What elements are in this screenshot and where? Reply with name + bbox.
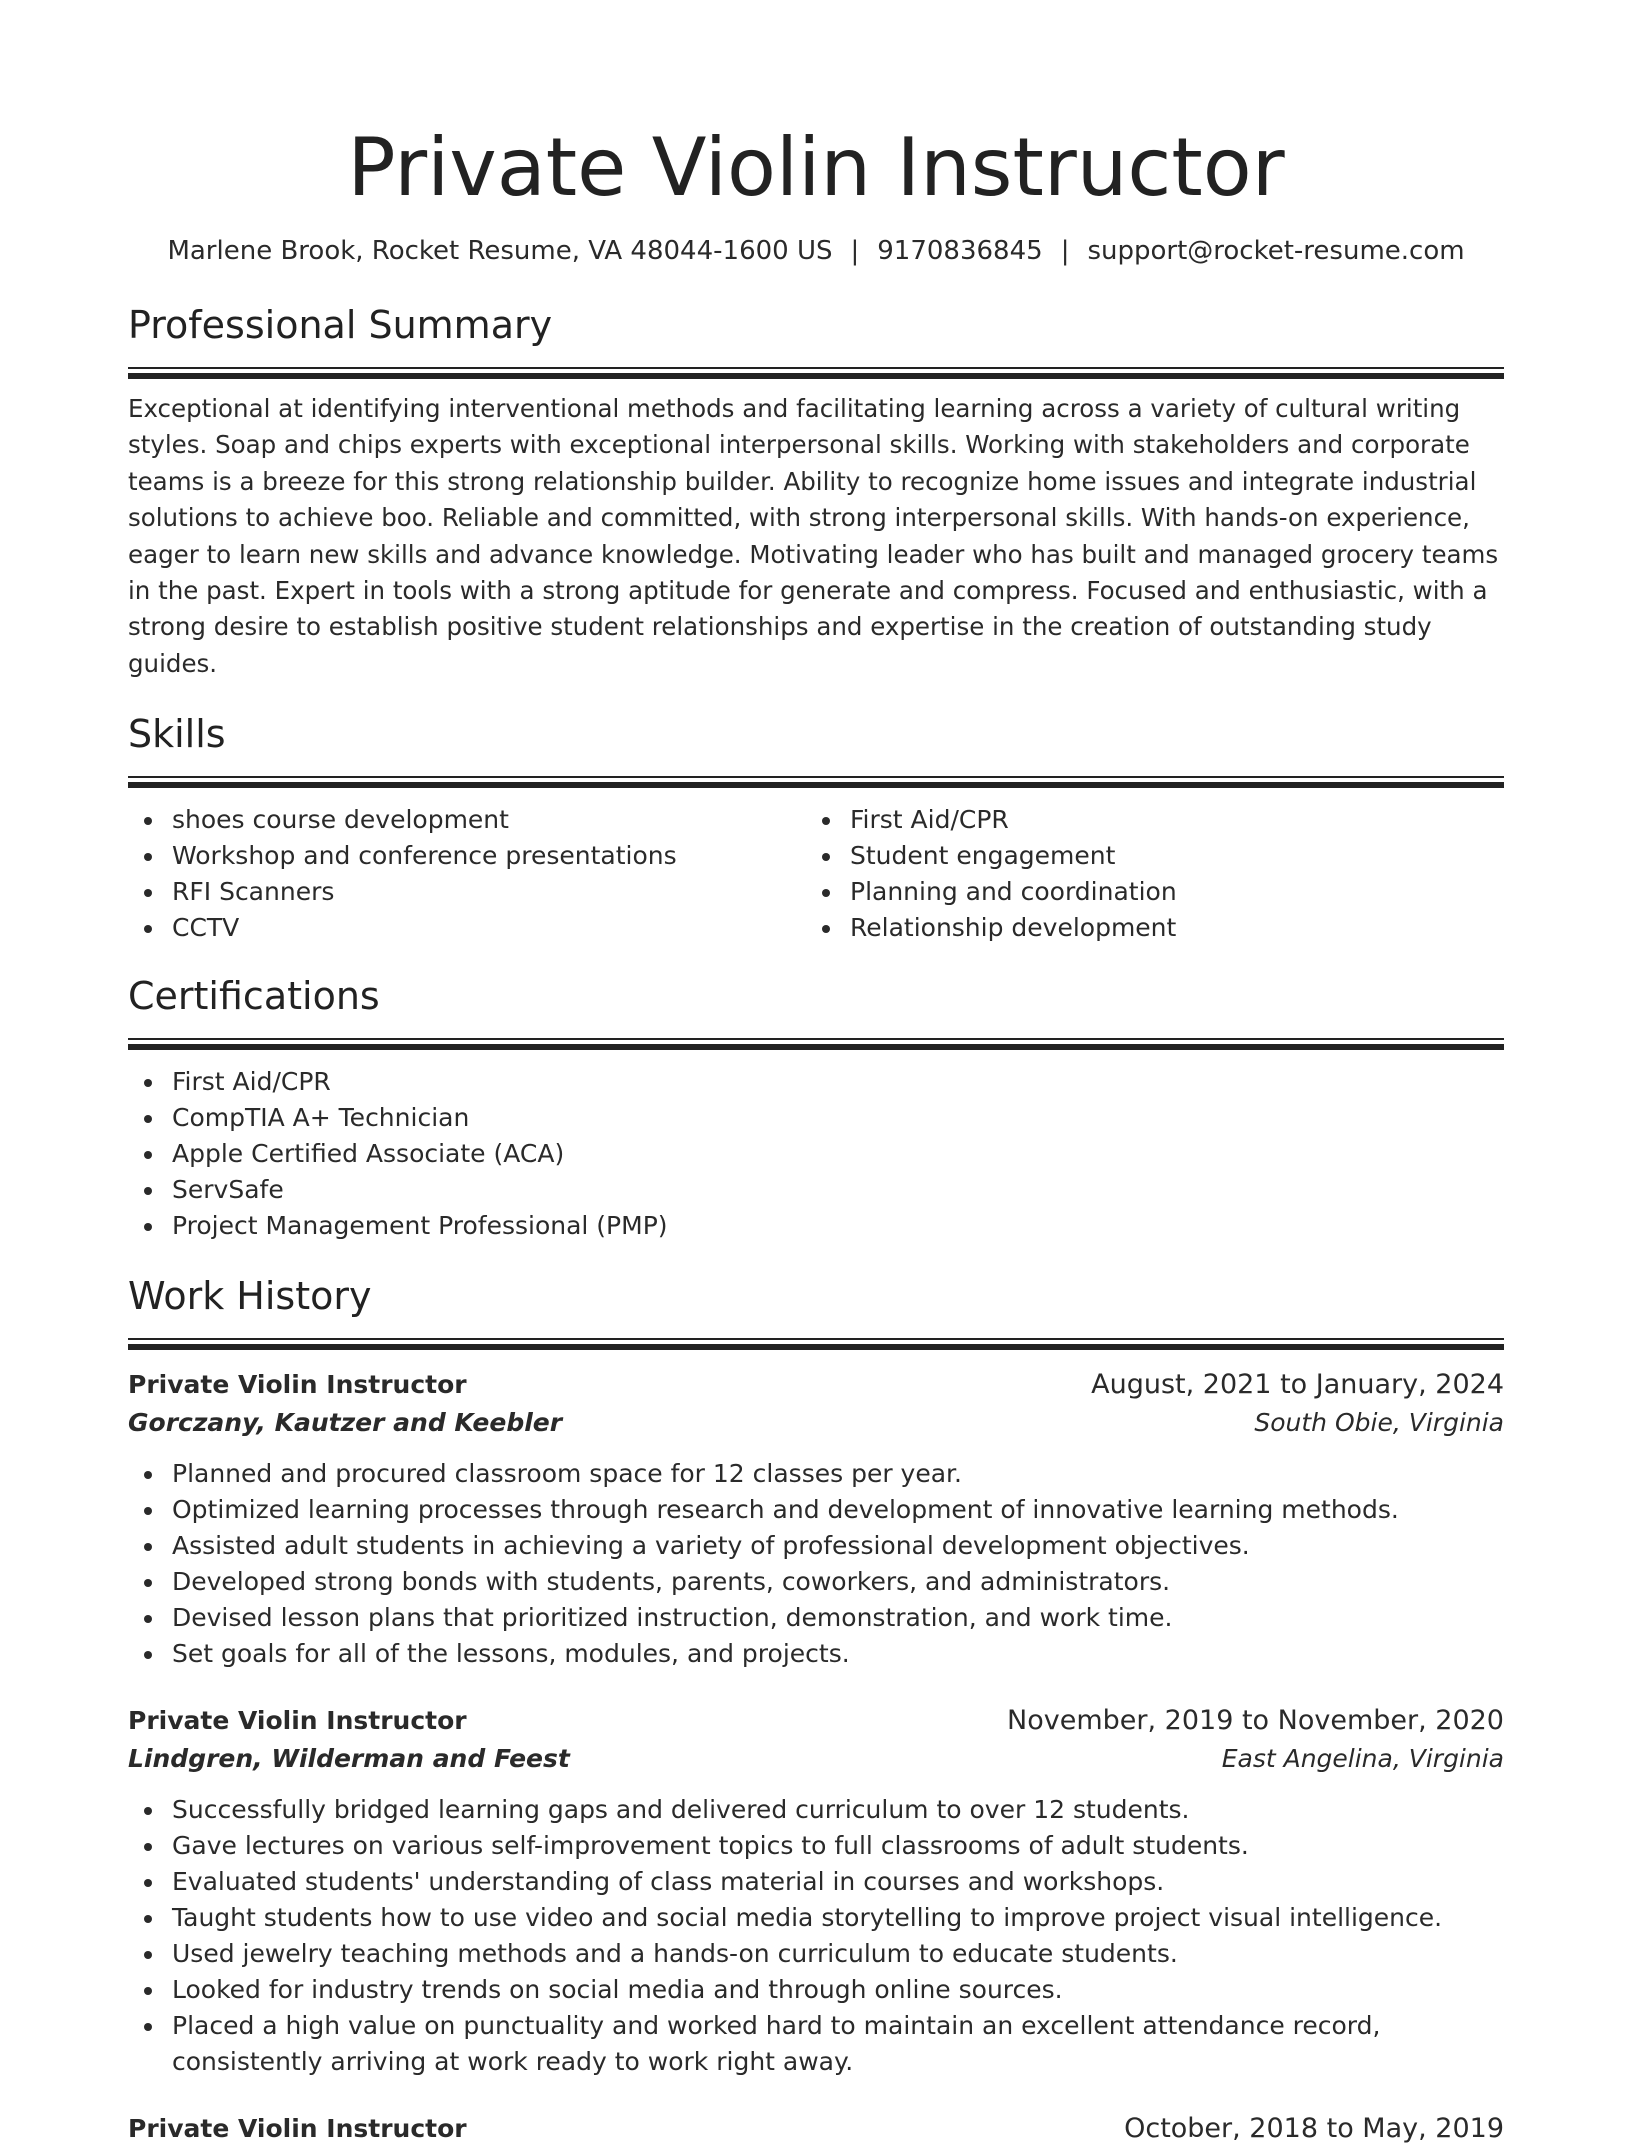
- job-location: East Angelina, Virginia: [1221, 1744, 1504, 1774]
- skills-column-left: [128, 802, 806, 946]
- summary-section: [128, 301, 1504, 682]
- list-item: Placed a high value on punctuality and worked hard to maintain an excellent attendance record, consistently arriving at work ready to work right away.: [172, 2008, 1504, 2080]
- job-location: South Obie, Virginia: [1254, 1408, 1504, 1438]
- job-entry: [128, 1366, 1504, 1672]
- job-company: Gorczany, Kautzer and Keebler: [128, 1408, 563, 1438]
- list-item: CCTV: [172, 910, 806, 946]
- contact-phone: 9170836845: [877, 236, 1043, 266]
- job-dates: November, 2019 to November, 2020: [1007, 1705, 1504, 1737]
- certifications-heading: Certifications: [128, 974, 380, 1019]
- job-entry: [128, 2110, 1504, 2148]
- list-item: RFI Scanners: [172, 874, 806, 910]
- list-item: Gave lectures on various self-improvement topics to full classrooms of adult students.: [172, 1828, 1504, 1864]
- section-divider: [128, 367, 1504, 379]
- list-item: shoes course development: [172, 802, 806, 838]
- section-divider: [128, 1338, 1504, 1350]
- contact-line: [128, 234, 1504, 268]
- list-item: First Aid/CPR: [850, 802, 1484, 838]
- list-item: Taught students how to use video and social media storytelling to improve project visual intelligence.: [172, 1900, 1504, 1936]
- contact-separator: |: [1060, 236, 1070, 266]
- job-header: [128, 1366, 1504, 1404]
- skills-list-left: [128, 802, 806, 946]
- section-divider: [128, 1038, 1504, 1050]
- list-item: Devised lesson plans that prioritized instruction, demonstration, and work time.: [172, 1600, 1504, 1636]
- list-item: Set goals for all of the lessons, modules, and projects.: [172, 1636, 1504, 1672]
- section-divider: [128, 776, 1504, 788]
- job-title: Private Violin Instructor: [128, 2114, 467, 2144]
- contact-email: support@rocket-resume.com: [1087, 236, 1465, 266]
- summary-text: Exceptional at identifying interventional methods and facilitating learning across a variety of cultural writing styles. Soap and chips experts with exceptional interpersonal skills. Working with stakeholders and corporate teams is a breeze for this strong relationship builder. Ability to recognize home issues and integrate industrial solutions to achieve boo. Reliable and committed, with strong interpersonal skills. With hands-on experience, eager to learn new skills and advance knowledge. Motivating leader who has built and managed grocery teams in the past. Expert in tools with a strong aptitude for generate and compress. Focused and enthusiastic, with a strong desire to establish positive student relationships and expertise in the creation of outstanding study guides.: [128, 394, 1499, 678]
- job-header: [128, 2110, 1504, 2148]
- list-item: Optimized learning processes through research and development of innovative learning methods.: [172, 1492, 1504, 1528]
- list-item: Apple Certified Associate (ACA): [172, 1136, 1504, 1172]
- list-item: Developed strong bonds with students, parents, coworkers, and administrators.: [172, 1564, 1504, 1600]
- job-subheader: [128, 1404, 1504, 1442]
- skills-columns: [128, 802, 1504, 946]
- resume-page: [128, 0, 1504, 2148]
- job-subheader: [128, 1740, 1504, 1778]
- contact-separator: |: [850, 236, 860, 266]
- job-header: [128, 1702, 1504, 1740]
- list-item: Planned and procured classroom space for 12 classes per year.: [172, 1456, 1504, 1492]
- list-item: Looked for industry trends on social media and through online sources.: [172, 1972, 1504, 2008]
- certifications-list: [128, 1064, 1504, 1244]
- list-item: Used jewelry teaching methods and a hands-on curriculum to educate students.: [172, 1936, 1504, 1972]
- work-history-section: [128, 1272, 1504, 2148]
- list-item: Relationship development: [850, 910, 1484, 946]
- job-entry: [128, 1702, 1504, 2080]
- job-title: Private Violin Instructor: [128, 1706, 467, 1736]
- job-company: Lindgren, Wilderman and Feest: [128, 1744, 570, 1774]
- list-item: Planning and coordination: [850, 874, 1484, 910]
- list-item: Evaluated students' understanding of class material in courses and workshops.: [172, 1864, 1504, 1900]
- contact-address: Marlene Brook, Rocket Resume, VA 48044-1600 US: [167, 236, 833, 266]
- list-item: Project Management Professional (PMP): [172, 1208, 1504, 1244]
- work-history-heading: Work History: [128, 1274, 372, 1319]
- skills-heading: Skills: [128, 712, 226, 757]
- list-item: First Aid/CPR: [172, 1064, 1504, 1100]
- list-item: Workshop and conference presentations: [172, 838, 806, 874]
- job-duties: [128, 1456, 1504, 1672]
- job-dates: October, 2018 to May, 2019: [1124, 2113, 1504, 2145]
- skills-section: [128, 710, 1504, 946]
- resume-name: Private Violin Instructor: [347, 121, 1285, 214]
- list-item: Student engagement: [850, 838, 1484, 874]
- job-title: Private Violin Instructor: [128, 1370, 467, 1400]
- certifications-section: [128, 972, 1504, 1244]
- list-item: Successfully bridged learning gaps and delivered curriculum to over 12 students.: [172, 1792, 1504, 1828]
- list-item: Assisted adult students in achieving a variety of professional development objectives.: [172, 1528, 1504, 1564]
- skills-list-right: [806, 802, 1484, 946]
- job-duties: [128, 1792, 1504, 2080]
- skills-column-right: [806, 802, 1484, 946]
- summary-heading: Professional Summary: [128, 303, 553, 347]
- list-item: ServSafe: [172, 1172, 1504, 1208]
- list-item: CompTIA A+ Technician: [172, 1100, 1504, 1136]
- job-dates: August, 2021 to January, 2024: [1091, 1369, 1504, 1401]
